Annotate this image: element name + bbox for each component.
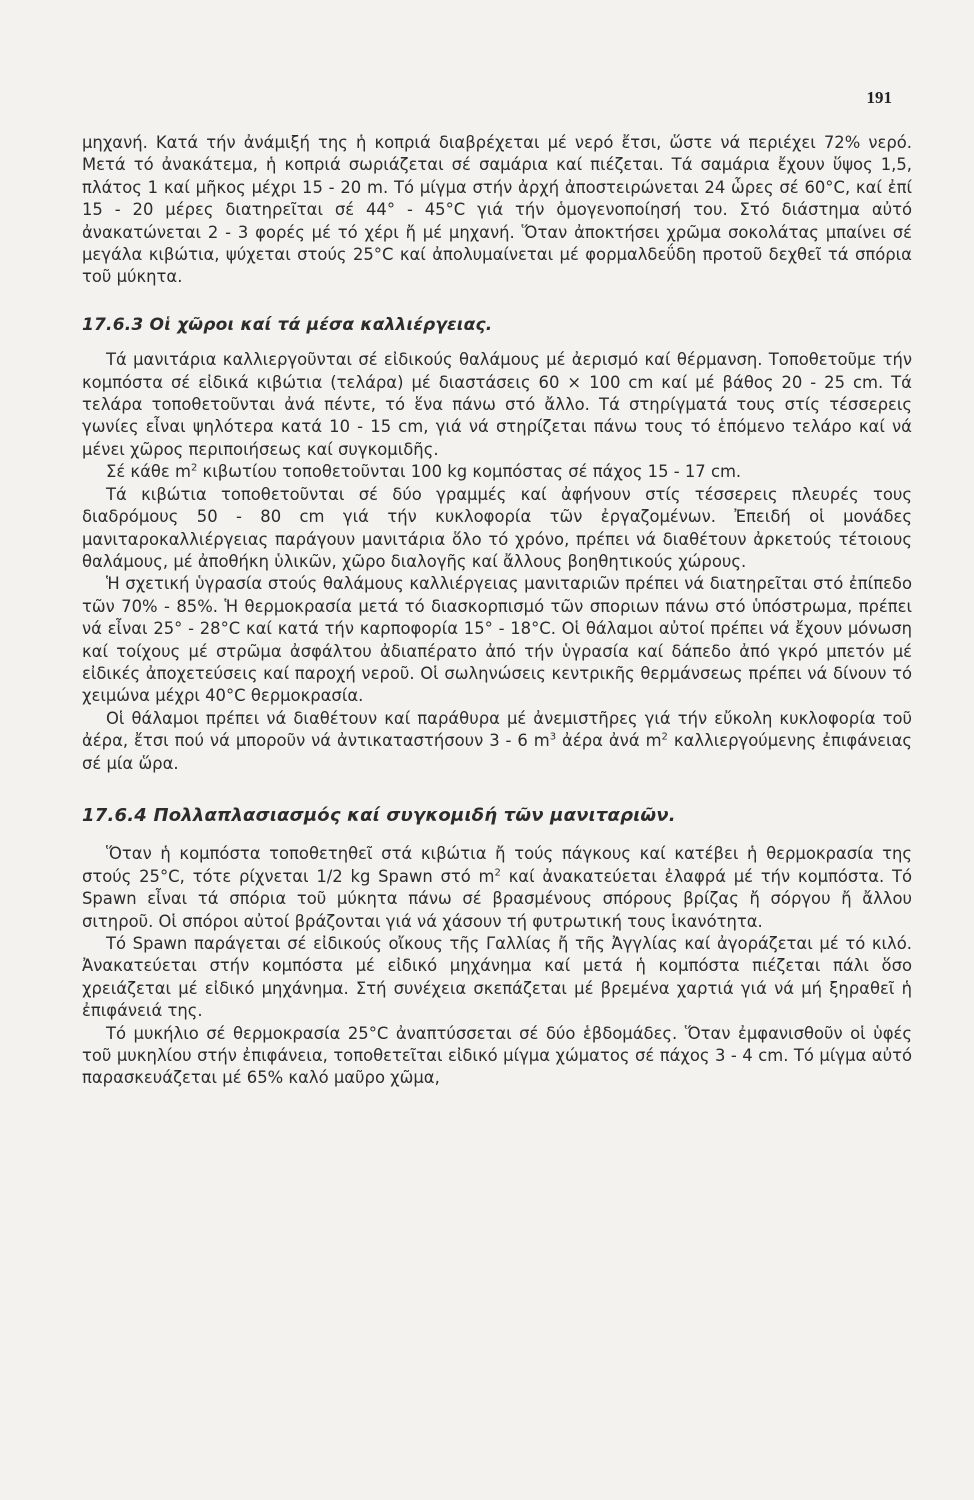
paragraph: Τά κιβώτια τοποθετοῦνται σέ δύο γραμμές καί ἀφήνουν στίς τέσσερεις πλευρές τους διαδρόμους 50 - 80 cm γιά τήν κυκλοφορία τῶν ἐργαζομένων. Ἐπειδή οἱ μονάδες μανιταροκαλλιέργειας παράγουν μανιτάρια ὅλο τό χρόνο, πρέπει νά διαθέτουν ἀρκετούς τέτοιους θαλάμους, μέ ἀποθήκη ὑλικῶν, χῶρο διαλογῆς καί ἄλλους βοηθητικούς χώρους.	[82, 484, 912, 571]
paragraph: Σέ κάθε $m^2$ κιβωτίου τοποθετοῦνται 100 kg κομπόστας σέ πάχος 15 - 17 cm.	[106, 462, 742, 482]
section-heading-17-6-4: 17.6.4 Πολλαπλασιασμός καί συγκομιδή τῶν μανιταριῶν.	[82, 804, 676, 826]
paragraph: Ὅταν ἡ κομπόστα τοποθετηθεῖ στά κιβώτια ἤ τούς πάγκους καί κατέβει ἡ θερμοκρασία της στούς 25°C, τότε ρίχνεται 1/2 kg Spawn στό $m^2$ καί ἀνακατεύεται ἐλαφρά μέ τήν κομπόστα. Τό Spawn εἶναι τά σπόρια τοῦ μύκητα πάνω σέ βρασμένους σπόρους βρίζας ἤ σόργου ἤ ἄλλου σιτηροῦ. Οἱ σπόροι αὐτοί βράζονται γιά νά χάσουν τή φυτρωτική τους ἱκανότητα.	[82, 844, 912, 931]
paragraph: Τά μανιτάρια καλλιεργοῦνται σέ εἰδικούς θαλάμους μέ ἀερισμό καί θέρμανση. Τοποθετοῦμε τήν κομπόστα σέ εἰδικά κιβώτια (τελάρα) μέ διαστάσεις 60 × 100 cm καί μέ βάθος 20 - 25 cm. Τά τελάρα τοποθετοῦνται ἀνά πέντε, τό ἕνα πάνω στό ἄλλο. Τά στηρίγματά τους στίς τέσσερεις γωνίες εἶναι ψηλότερα κατά 10 - 15 cm, γιά νά στηρίζεται πάνω τους τό ἑπόμενο τελάρο καί νά μένει χῶρος περιποιήσεως καί συγκομιδῆς.	[82, 350, 912, 459]
section-heading-17-6-3: 17.6.3 Οἱ χῶροι καί τά μέσα καλλιέργειας.	[82, 314, 493, 335]
paragraph: Ἡ σχετική ὑγρασία στούς θαλάμους καλλιέργειας μανιταριῶν πρέπει νά διατηρεῖται στό ἐπίπεδο τῶν 70% - 85%. Ἡ θερμοκρασία μετά τό διασκορπισμό τῶν σποριων πάνω στό ὑπόστρωμα, πρέπει νά εἶναι 25° - 28°C καί κατά τήν καρποφορία 15° - 18°C. Οἱ θάλαμοι αὐτοί πρέπει νά ἔχουν μόνωση καί τοίχους μέ στρῶμα ἀσφάλτου ἀδιαπέρατο ἀπό τήν ὑγρασία καί δάπεδο ἀπό γκρό μπετόν μέ εἰδικές ἀποχετεύσεις καί παροχή νεροῦ. Οἱ σωληνώσεις κεντρικῆς θερμάνσεως πρέπει νά δίνουν τό χειμώνα μέχρι 40°C θερμοκρασία.	[82, 574, 912, 706]
paragraph: Οἱ θάλαμοι πρέπει νά διαθέτουν καί παράθυρα μέ ἀνεμιστῆρες γιά τήν εὔκολη κυκλοφορία τοῦ ἀέρα, ἔτσι πού νά μποροῦν νά ἀντικαταστήσουν 3 - 6 $m^3$ ἀέρα ἀνά $m^2$ καλλιεργούμενης ἐπιφάνειας σέ μία ὥρα.	[82, 708, 913, 773]
paragraph: Τό μυκήλιο σέ θερμοκρασία 25°C ἀναπτύσσεται σέ δύο ἑβδομάδες. Ὅταν ἐμφανισθοῦν οἱ ὑφές τοῦ μυκηλίου στήν ἐπιφάνεια, τοποθετεῖται εἰδικό μίγμα χώματος σέ πάχος 3 - 4 cm. Τό μίγμα αὐτό παρασκευάζεται μέ 65% καλό μαῦρο χῶμα,	[82, 1023, 912, 1088]
paragraph: Τό Spawn παράγεται σέ εἰδικούς οἴκους τῆς Γαλλίας ἤ τῆς Ἀγγλίας καί ἀγοράζεται μέ τό κιλό. Ἀνακατεύεται στήν κομπόστα μέ εἰδικό μηχάνημα καί μετά ἡ κομπόστα πιέζεται πάλι ὅσο χρειάζεται μέ εἰδικό μηχάνημα. Στή συνέχεια σκεπάζεται μέ βρεμένα χαρτιά γιά νά μή ξηραθεῖ ἡ ἐπιφάνειά της.	[82, 934, 912, 1021]
intro-paragraph: μηχανή. Κατά τήν ἀνάμιξή της ἡ κοπριά διαβρέχεται μέ νερό ἔτσι, ὥστε νά περιέχει 72% νερό. Μετά τό ἀνακάτεμα, ἡ κοπριά σωριάζεται σέ σαμάρια καί πιέζεται. Τά σαμάρια ἔχουν ὕψος 1,5, πλάτος 1 καί μῆκος μέχρι 15 - 20 m. Τό μίγμα στήν ἀρχή ἀποστειρώνεται 24 ὧρες σέ 60°C, καί ἐπί 15 - 20 μέρες διατηρεῖται σέ 44° - 45°C γιά τήν ὁμογενοποίησή του. Στό διάστημα αὐτό ἀνακατώνεται 2 - 3 φορές μέ τό χέρι ἤ μέ μηχανή. Ὅταν ἀποκτήσει χρῶμα σοκολάτας μπαίνει σέ μεγάλα κιβώτια, ψύχεται στούς 25°C καί ἀπολυμαίνεται μέ φορμαλδεΰδη προτοῦ δεχθεῖ τά σπόρια τοῦ μύκητα.	[82, 133, 912, 287]
page-number: 191	[866, 88, 892, 107]
page-body	[82, 132, 912, 1090]
